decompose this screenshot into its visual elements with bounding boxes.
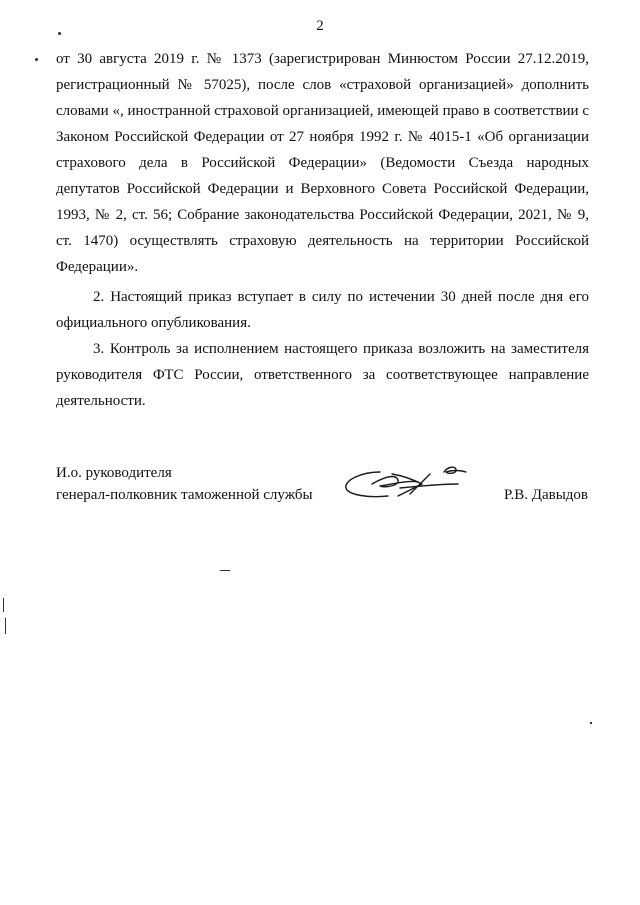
scan-dot xyxy=(58,32,61,35)
scan-edge-line xyxy=(5,618,6,634)
paragraph-amendment: от 30 августа 2019 г. № 1373 (зарегистрирован Минюстом России 27.12.2019, регистрационный № 57025), после слов «страховой организацией» дополнить словами «, иностранной страховой организацией, имеющей право в соответствии с Законом Российской Федерации от 27 ноября 1992 г. № 4015-1 «Об организации страхового дела в Российской Федерации» (Ведомости Съезда народных депутатов Российской Федерации и Верховного Совета Российской Федерации, 1993, № 2, ст. 56; Собрание законодательства Российской Федерации, 2021, № 9, ст. 1470) осуществлять страховую деятельность на территории Российской Федерации». xyxy=(56,51,589,275)
handwritten-signature xyxy=(340,462,480,510)
paragraph-effective-date: 2. Настоящий приказ вступает в силу по истечении 30 дней после дня его официального опубликования. xyxy=(56,289,589,331)
position-line-2: генерал-полковник таможенной службы xyxy=(56,487,313,503)
position-line-1: И.о. руководителя xyxy=(56,465,172,481)
scan-dot xyxy=(590,722,592,724)
page-number: 2 xyxy=(316,18,324,34)
signatory-name: Р.В. Давыдов xyxy=(504,487,588,503)
signatory-position xyxy=(56,462,313,506)
scan-dot xyxy=(35,58,38,61)
paragraph-control: 3. Контроль за исполнением настоящего приказа возложить на заместителя руководителя ФТС России, ответственного за соответствующее направление деятельности. xyxy=(56,341,589,409)
scan-dash xyxy=(220,570,230,571)
scan-edge-line xyxy=(3,598,4,612)
